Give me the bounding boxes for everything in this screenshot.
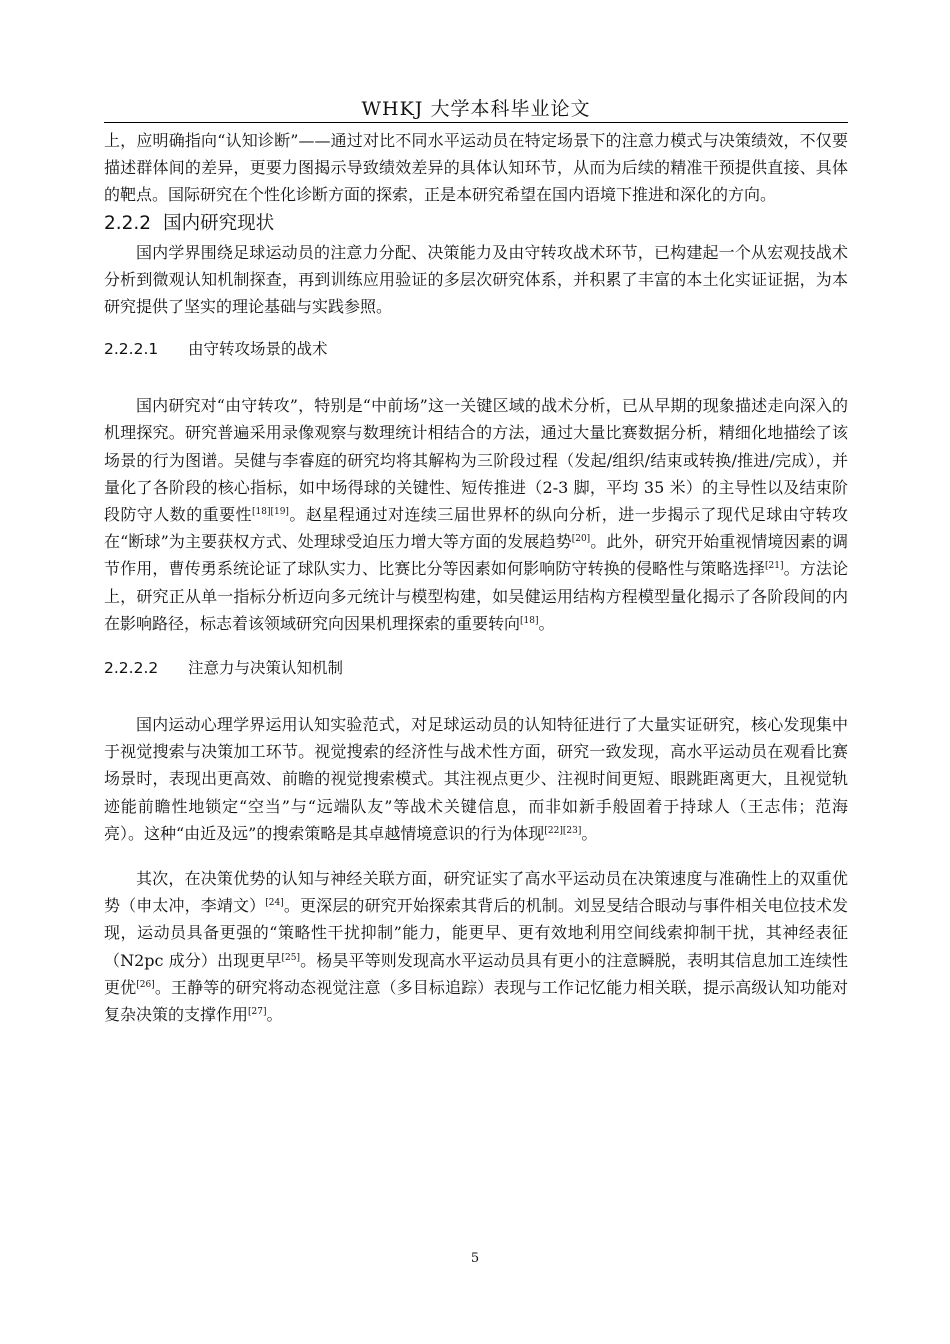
subsection-1-paragraph: 国内研究对“由守转攻”，特别是“中前场”这一关键区域的战术分析，已从早期的现象描述走向深入的机理探究。研究普遍采用录像观察与数理统计相结合的方法，通过大量比赛数据分析，精细化地描绘了该场景的行为图谱。吴健与李睿庭的研究均将其解构为三阶段过程（发起/组织/结束或转换/推进/完成），并量化了各阶段的核心指标，如中场得球的关键性、短传推进（2-3 脚，平均 35 米）的主导性以及结束阶段防守人数的重要性[18][19]。赵星程通过对连续三届世界杯的纵向分析，进一步揭示了现代足球由守转攻在“断球”为主要获权方式、处理球受迫压力增大等方面的发展趋势[20]。此外，研究开始重视情境因素的调节作用，曹传勇系统论证了球队实力、比赛比分等因素如何影响防守转换的侵略性与策略选择[21]。方法论上，研究正从单一指标分析迈向多元统计与模型构建，如吴健运用结构方程模型量化揭示了各阶段间的内在影响路径，标志着该领域研究向因果机理探索的重要转向[18]。 <box>104 396 848 633</box>
section-intro-paragraph: 国内学界围绕足球运动员的注意力分配、决策能力及由守转攻战术环节，已构建起一个从宏观技战术分析到微观认知机制探查，再到训练应用验证的多层次研究体系，并积累了丰富的本土化实证证据，为本研究提供了坚实的理论基础与实践参照。 <box>104 242 848 317</box>
subsection-2-paragraph-2: 其次，在决策优势的认知与神经关联方面，研究证实了高水平运动员在决策速度与准确性上的双重优势（申太冲，李靖文）[24]。更深层的研究开始探索其背后的机制。刘昱旻结合眼动与事件相关电位技术发现，运动员具备更强的“策略性干扰抑制”能力，能更早、更有效地利用空间线索抑制干扰，其神经表征（N2pc 成分）出现更早[25]。杨昊平等则发现高水平运动员具有更小的注意瞬脱，表明其信息加工连续性更优[26]。王静等的研究将动态视觉注意（多目标追踪）表现与工作记忆能力相关联，提示高级认知功能对复杂决策的支撑作用[27]。 <box>104 869 848 1025</box>
citation: [18][19] <box>251 507 289 518</box>
subsection-2-title: 注意力与决策认知机制 <box>188 659 344 678</box>
citation: [18] <box>520 615 539 626</box>
intro-paragraph: 上，应明确指向“认知诊断”——通过对比不同水平运动员在特定场景下的注意力模式与决策绩效，不仅要描述群体间的差异，更要力图揭示导致绩效差异的具体认知环节，从而为后续的精准干预提供直接、具体的靶点。国际研究在个性化诊断方面的探索，正是本研究希望在国内语境下推进和深化的方向。 <box>104 131 848 205</box>
citation: [20] <box>571 534 591 545</box>
citation: [25] <box>281 952 301 963</box>
subsection-heading-1 <box>104 336 848 362</box>
citation: [21] <box>765 561 784 572</box>
page-header-title: WHKJ 大学本科毕业论文 <box>361 98 591 120</box>
citation: [22][23] <box>544 825 582 836</box>
page-body <box>104 127 848 1028</box>
subsection-2-number: 2.2.2.2 <box>104 659 159 678</box>
section-heading <box>104 209 848 239</box>
subsection-heading-2 <box>104 655 848 681</box>
subsection-1-title: 由守转攻场景的战术 <box>188 340 328 359</box>
section-number: 2.2.2 <box>104 212 152 234</box>
citation: [26] <box>136 979 155 990</box>
subsection-2-paragraph-1: 国内运动心理学界运用认知实验范式，对足球运动员的认知特征进行了大量实证研究，核心发现集中于视觉搜索与决策加工环节。视觉搜索的经济性与战术性方面，研究一致发现，高水平运动员在观看比赛场景时，表现出更高效、前瞻的视觉搜索模式。其注视点更少、注视时间更短、眼跳距离更大，且视觉轨迹能前瞻性地锁定“空当”与“远端队友”等战术关键信息，而非如新手般固着于持球人（王志伟；范海亮）。这种“由近及远”的搜索策略是其卓越情境意识的行为体现[22][23]。 <box>104 715 848 843</box>
citation: [27] <box>248 1007 267 1018</box>
section-title: 国内研究现状 <box>163 212 275 234</box>
subsection-1-number: 2.2.2.1 <box>104 340 159 359</box>
page-number: 5 <box>470 1251 480 1266</box>
citation: [24] <box>265 898 284 909</box>
header-rule <box>104 122 848 123</box>
